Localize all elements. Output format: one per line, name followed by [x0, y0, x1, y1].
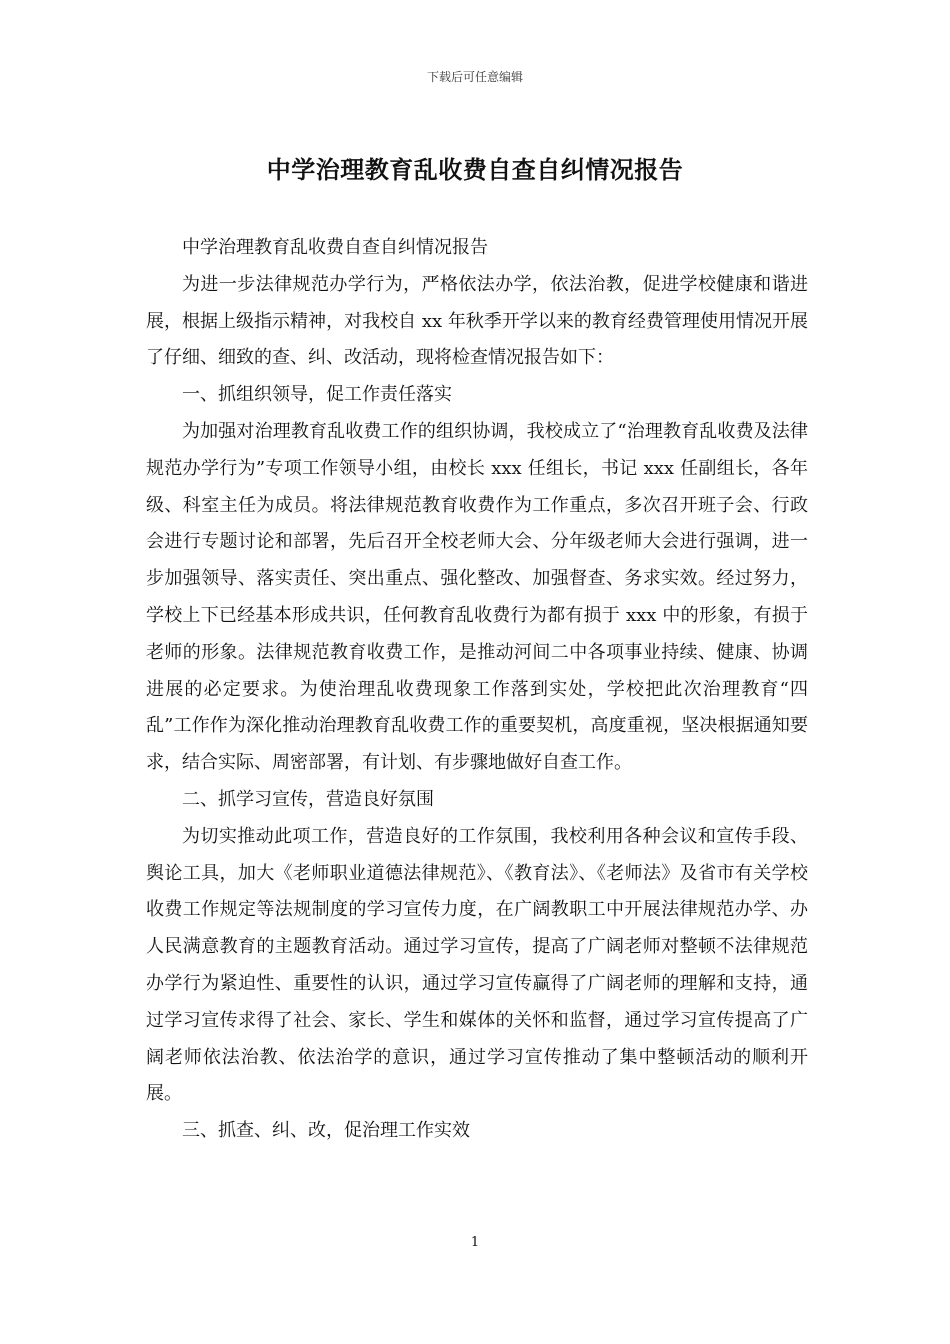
section-heading-2: 二、抓学习宣传，营造良好氛围	[182, 788, 434, 810]
section-heading-1: 一、抓组织领导，促工作责任落实	[182, 384, 452, 406]
page-number: 1	[470, 1235, 480, 1250]
intro-paragraph: 为进一步法律规范办学行为，严格依法办学，依法治教，促进学校健康和谐进展，根据上级指示精神，对我校自 xx 年秋季开学以来的教育经费管理使用情况开展了仔细、细致的查、纠、改活动，现将检查情况报告如下：	[146, 273, 808, 369]
subtitle-paragraph: 中学治理教育乱收费自查自纠情况报告	[182, 237, 488, 258]
document-title: 中学治理教育乱收费自查自纠情况报告	[266, 155, 684, 184]
document-body	[146, 230, 808, 1150]
section-paragraph-2: 为切实推动此项工作，营造良好的工作氛围，我校利用各种会议和宣传手段、舆论工具，加大《老师职业道德法律规范》、《教育法》、《老师法》及省市有关学校收费工作规定等法规制度的学习宣传力度，在广阔教职工中开展法律规范办学、办人民满意教育的主题教育活动。通过学习宣传，提高了广阔老师对整顿不法律规范办学行为紧迫性、重要性的认识，通过学习宣传赢得了广阔老师的理解和支持，通过学习宣传求得了社会、家长、学生和媒体的关怀和监督，通过学习宣传提高了广阔老师依法治教、依法治学的意识，通过学习宣传推动了集中整顿活动的顺利开展。	[146, 825, 808, 1105]
section-paragraph-1: 为加强对治理教育乱收费工作的组织协调，我校成立了“治理教育乱收费及法律规范办学行为”专项工作领导小组，由校长 xxx 任组长，书记 xxx 任副组长，各年级、科室主任为成员。将法律规范教育收费作为工作重点，多次召开班子会、行政会进行专题讨论和部署，先后召开全校老师大会、分年级老师大会进行强调，进一步加强领导、落实责任、突出重点、强化整改、加强督查、务求实效。经过努力，学校上下已经基本形成共识，任何教育乱收费行为都有损于 xxx 中的形象，有损于老师的形象。法律规范教育收费工作，是推动河间二中各项事业持续、健康、协调进展的必定要求。为使治理乱收费现象工作落到实处，学校把此次治理教育“四乱”工作作为深化推动治理教育乱收费工作的重要契机，高度重视，坚决根据通知要求，结合实际、周密部署，有计划、有步骤地做好自查工作。	[146, 420, 808, 774]
header-note: 下载后可任意编辑	[426, 70, 523, 84]
section-heading-3: 三、抓查、纠、改，促治理工作实效	[182, 1120, 470, 1142]
